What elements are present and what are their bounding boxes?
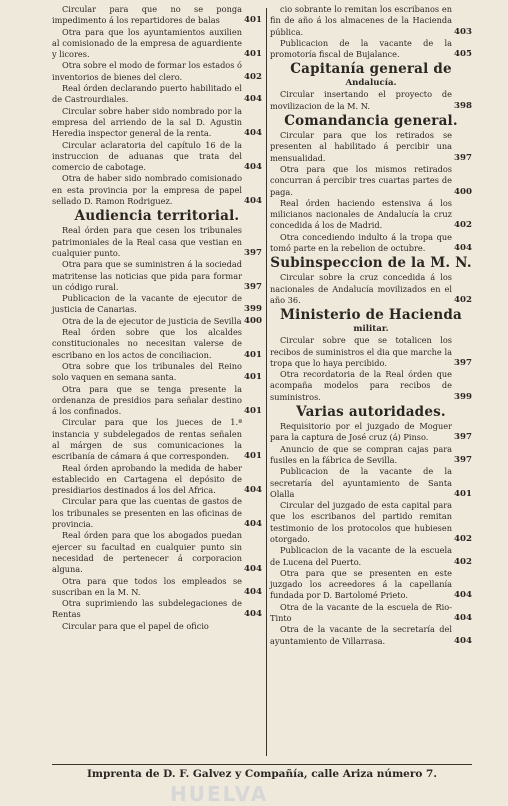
entry-text: Circular para que el papel de oficio <box>62 620 209 631</box>
index-entry <box>270 568 472 602</box>
entry-page-number: 404 <box>244 609 262 620</box>
entry-text: Circular del juzgado de esta capital para que los escribanos del partido remitan testimonio de los protocolos que hubiesen otorgado. <box>270 500 452 544</box>
index-entry <box>270 335 472 369</box>
entry-page-number: 404 <box>244 564 262 575</box>
entry-page-number: 404 <box>454 635 472 646</box>
entry-text: Otra concediendo indulto á la tropa que tomó parte en la rebelion de octubre. <box>270 231 452 254</box>
entry-page-number: 404 <box>244 162 262 173</box>
entry-text: Publicacion de la vacante de ejecutor de justicia de Canarias. <box>52 293 242 315</box>
index-entry <box>52 4 262 27</box>
right-column <box>270 4 472 647</box>
entry-page-number: 404 <box>454 613 472 624</box>
index-entry <box>52 140 262 174</box>
entry-text: Otra de la vacante de la escuela de Rio-Tinto <box>270 601 452 624</box>
index-entry <box>52 463 262 497</box>
entry-text: Otra suprimiendo las subdelegaciones de Rentas <box>52 598 242 620</box>
entry-page-number: 404 <box>244 128 262 139</box>
entry-text: Circular insertando el proyecto de movilizacion de la M. N. <box>270 89 452 111</box>
entry-text: Real órden sobre que los alcaldes constitucionales no necesitan valerse de escribano en los actos de conciliacion. <box>52 327 242 360</box>
entry-text: Real órden haciendo estensiva á los milicianos nacionales de Andalucía la cruz concedida á los de Madrid. <box>270 197 452 231</box>
entry-page-number: 404 <box>454 590 472 601</box>
entry-text: Otra sobre que los tribunales del Reino solo vaquen en semana santa. <box>52 360 242 383</box>
entry-page-number: 397 <box>454 357 472 368</box>
index-entry <box>52 106 262 140</box>
entry-text: Anuncio de que se compran cajas para fusiles en la fábrica de Sevilla. <box>270 443 452 465</box>
entry-page-number: 402 <box>454 220 472 231</box>
entry-page-number: 404 <box>244 485 262 496</box>
section-subtitle: militar. <box>353 324 389 335</box>
document-page <box>52 4 472 764</box>
section-title: Ministerio de Hacienda <box>280 307 462 324</box>
entry-text: Circular aclaratoria del capítulo 16 de la instruccion de aduanas que trata del comercio de cabotage. <box>52 139 242 173</box>
entry-text: Real órden declarando puerto habilitado el de Castrourdiales. <box>52 83 242 105</box>
entry-text: Circular para que los jueces de 1.ª instancia y subdelegados de rentas señalen al márgen de sus comunicaciones la escribanía de cámara á que corresponden. <box>52 417 242 462</box>
index-entry <box>52 293 262 316</box>
entry-text: Publicacion de la vacante de la escuela de Lucena del Puerto. <box>270 545 452 567</box>
entry-text: Otra de la vacante de la secretaría del ayuntamiento de Villarrasa. <box>270 624 452 646</box>
entry-page-number: 404 <box>454 243 472 254</box>
section-subtitle: Andalucía. <box>345 78 397 89</box>
index-entry <box>270 164 472 198</box>
entry-text: Real órden para que los abogados puedan ejercer su facultad en cualquier punto sin necesidad de pertenecer á corporacion alguna. <box>52 530 242 575</box>
entry-text: Otra sobre el modo de formar los estados ó inventorios de bienes del clero. <box>52 60 242 82</box>
entry-page-number: 402 <box>454 294 472 305</box>
entry-page-number: 402 <box>454 556 472 567</box>
entry-text: Circular para que las cuentas de gastos de los tribunales se presenten en las oficinas de provincia. <box>52 496 242 530</box>
index-entry <box>270 624 472 647</box>
index-entry <box>270 444 472 467</box>
index-entry <box>52 621 262 632</box>
entry-text: Otra para que todos los empleados se suscriban en la M. N. <box>52 575 242 597</box>
entry-text: Circular sobre que se totalicen los recibos de suministros el dia que marche la tropa que lo haya percibido. <box>270 335 452 368</box>
index-entry <box>270 272 472 306</box>
index-entry <box>270 602 472 625</box>
entry-page-number: 404 <box>244 519 262 530</box>
index-entry <box>52 259 262 293</box>
index-entry <box>52 417 262 462</box>
left-column <box>52 4 262 632</box>
entry-text: Otra de la de ejecutor de justicia de Sevilla <box>62 315 242 326</box>
index-entry <box>270 421 472 444</box>
index-entry <box>52 60 262 83</box>
entry-page-number: 402 <box>244 71 262 82</box>
entry-page-number: 400 <box>244 315 262 326</box>
entry-page-number: 401 <box>244 451 262 462</box>
entry-page-number: 403 <box>454 26 472 37</box>
index-entry <box>270 89 472 112</box>
entry-page-number: 401 <box>244 49 262 60</box>
entry-page-number: 397 <box>454 432 472 443</box>
entry-page-number: 402 <box>454 533 472 544</box>
entry-page-number: 400 <box>454 186 472 197</box>
index-entry <box>270 232 472 255</box>
entry-page-number: 401 <box>244 372 262 383</box>
entry-page-number: 397 <box>244 281 262 292</box>
entry-page-number: 405 <box>454 49 472 60</box>
entry-text: Real órden para que cesen los tribunales patrimoniales de la Real casa que vestian en cualquier punto. <box>52 225 242 258</box>
index-entry <box>270 500 472 545</box>
section-title: Audiencia territorial. <box>74 208 240 225</box>
entry-page-number: 401 <box>244 406 262 417</box>
section-title: Varias autoridades. <box>296 404 446 421</box>
watermark-logo: HUELVA <box>170 782 269 806</box>
entry-text: Otra para que se suministren á la sociedad matritense las noticias que pida para formar un código rural. <box>52 259 242 292</box>
index-entry <box>52 316 262 327</box>
index-entry <box>52 598 262 621</box>
section-title: Subinspeccion de la M. N. <box>270 255 472 272</box>
entry-text: Publicacion de la vacante de la promotoría fiscal de Bujalance. <box>270 37 452 60</box>
entry-text: Otra para que los mismos retirados concurran á percibir tres cuartas partes de paga. <box>270 163 452 197</box>
entry-page-number: 397 <box>244 247 262 258</box>
entry-text: cio sobrante lo remitan los escribanos en fin de año á los almacenes de la Hacienda pública. <box>270 4 452 37</box>
entry-page-number: 397 <box>454 454 472 465</box>
entry-page-number: 399 <box>454 391 472 402</box>
entry-text: Otra de haber sido nombrado comisionado en esta provincia por la empresa de papel sellado D. Ramon Rodriguez. <box>52 173 242 207</box>
entry-text: Circular para que no se ponga impedimento á los repartidores de balas <box>52 4 242 26</box>
index-entry <box>52 496 262 530</box>
entry-page-number: 404 <box>244 586 262 597</box>
index-entry <box>270 466 472 500</box>
entry-page-number: 397 <box>454 152 472 163</box>
index-entry <box>270 545 472 568</box>
index-entry <box>270 369 472 403</box>
entry-text: Otra recordatoria de la Real órden que acompaña modelos para recibos de suministros. <box>270 369 452 402</box>
entry-text: Otra para que se tenga presente la ordenanza de presidios para señalar destino á los confinados. <box>52 383 242 417</box>
index-entry <box>52 384 262 418</box>
index-entry <box>52 173 262 207</box>
entry-page-number: 401 <box>454 488 472 499</box>
index-entry <box>52 361 262 384</box>
index-entry <box>52 576 262 599</box>
entry-text: Otra para que se presenten en este juzgado los acreedores á la capellanía fundada por D. Bartolomé Prieto. <box>270 567 452 601</box>
index-entry <box>270 38 472 61</box>
index-entry <box>270 130 472 164</box>
entry-page-number: 401 <box>244 15 262 26</box>
index-entry <box>52 530 262 575</box>
section-title: Comandancia general. <box>284 113 458 130</box>
section-title: Capitanía general de <box>290 61 452 78</box>
entry-text: Circular sobre haber sido nombrado por la empresa del arriendo de la sal D. Agustin Heredia inspector general de la renta. <box>52 105 242 139</box>
entry-text: Otra para que los ayuntamientos auxilien al comisionado de la empresa de aguardiente y licores. <box>52 26 242 60</box>
index-entry <box>52 327 262 361</box>
entry-text: Requisitorio por el juzgado de Moguer para la captura de José cruz (á) Pinso. <box>270 421 452 443</box>
entry-text: Real órden aprobando la medida de haber establecido en Cartagena el depósito de presidiarios destinados á los del Africa. <box>52 462 242 496</box>
index-entry <box>52 27 262 61</box>
entry-page-number: 404 <box>244 94 262 105</box>
entry-page-number: 398 <box>454 100 472 111</box>
index-entry <box>52 83 262 106</box>
index-entry <box>52 225 262 259</box>
entry-text: Circular sobre la cruz concedida á los nacionales de Andalucía movilizados en el año 36. <box>270 272 452 305</box>
entry-page-number: 404 <box>244 196 262 207</box>
entry-text: Circular para que los retirados se presenten al habilitado á percibir una mensualidad. <box>270 130 452 163</box>
entry-text: Publicacion de la vacante de la secretaría del ayuntamiento de Santa Olalla <box>270 466 452 499</box>
entry-page-number: 399 <box>244 304 262 315</box>
imprint-footer: Imprenta de D. F. Galvez y Compañía, calle Ariza número 7. <box>52 764 472 783</box>
entry-page-number: 401 <box>244 349 262 360</box>
index-entry <box>270 4 472 38</box>
column-divider <box>266 8 267 756</box>
index-entry <box>270 198 472 232</box>
